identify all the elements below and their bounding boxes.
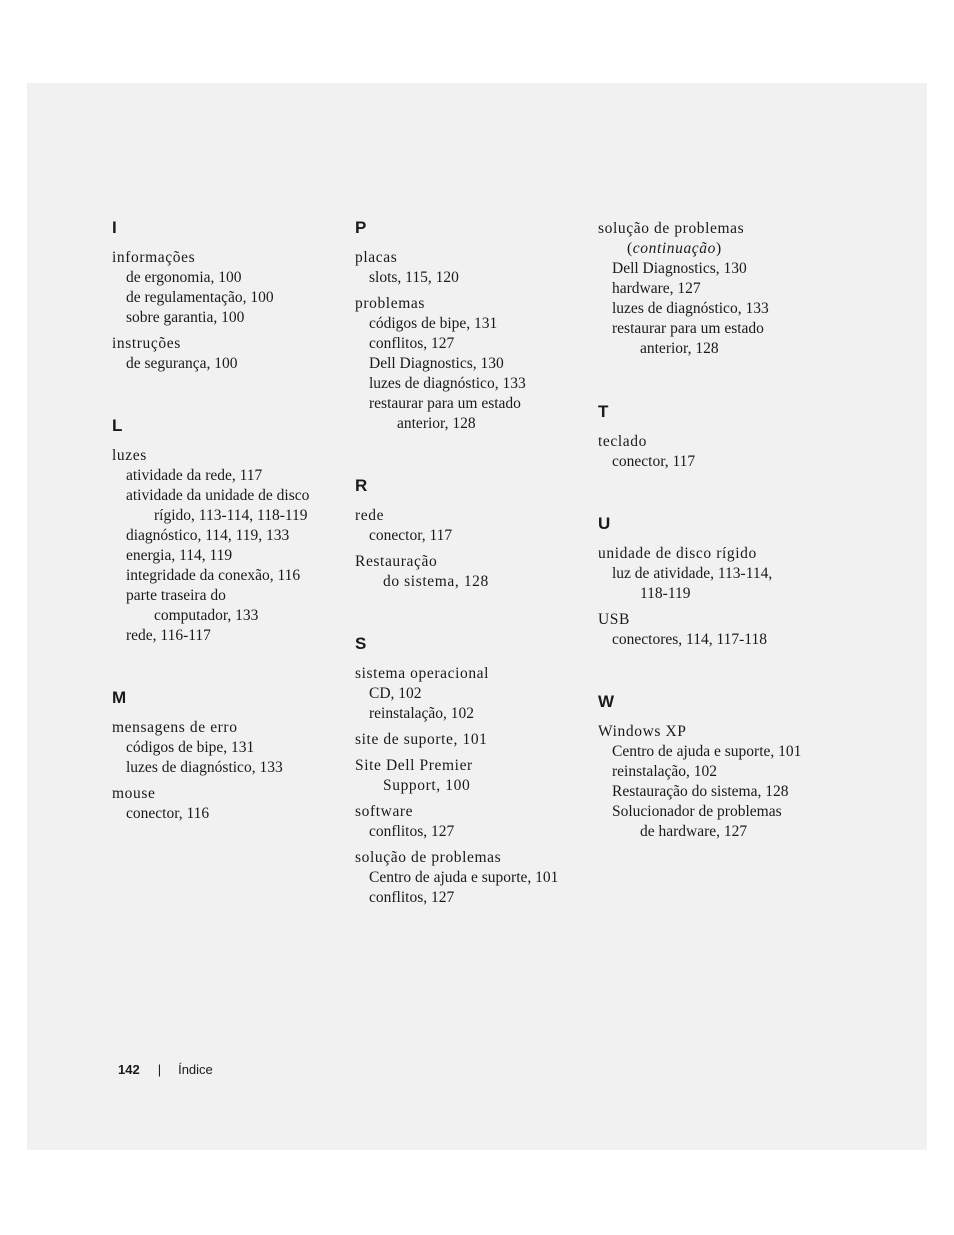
index-term: teclado [598,433,647,450]
index-term: rede [355,507,385,524]
index-term-continuation: Support, 100 [383,777,471,794]
index-subentry: Solucionador de problemas [612,803,782,820]
section-letter: S [355,634,367,653]
index-term: Restauração [355,553,438,570]
section-letter: R [355,476,368,495]
index-entry [112,784,337,824]
index-entry [355,664,580,724]
index-subentry: parte traseira do [126,587,226,604]
index-entry [355,756,580,796]
index-term: problemas [355,295,425,312]
section-letter: U [598,514,611,533]
index-subentry-continuation: computador, 133 [154,607,259,624]
index-subentry: conflitos, 127 [369,335,455,352]
index-subentry: conector, 116 [126,805,210,822]
index-term: software [355,803,414,820]
index-entry [598,432,823,472]
index-subentry: energia, 114, 119 [126,547,233,564]
index-term: unidade de disco rígido [598,545,757,562]
continuation-label-text: continuação [632,240,716,257]
index-term: mouse [112,785,156,802]
index-subentry: Dell Diagnostics, 130 [369,355,504,372]
index-subentry: Dell Diagnostics, 130 [612,260,747,277]
page-number: 142 [118,1062,140,1077]
index-subentry: de ergonomia, 100 [126,269,242,286]
index-term: solução de problemas [355,849,502,866]
index-entry [355,552,580,592]
index-subentry: restaurar para um estado [612,320,764,337]
index-group-m [112,688,337,824]
index-subentry: conflitos, 127 [369,823,455,840]
index-entry [355,802,580,842]
index-subentry: luz de atividade, 113-114, [612,565,773,582]
index-subentry: de regulamentação, 100 [126,289,274,306]
index-entry [112,334,337,374]
index-subentry: Centro de ajuda e suporte, 101 [369,869,559,886]
index-entry [355,730,580,750]
index-subentry: atividade da rede, 117 [126,467,263,484]
index-subentry: integridade da conexão, 116 [126,567,301,584]
section-letter: L [112,416,123,435]
section-letter: M [112,688,127,707]
index-group-w [598,692,823,842]
index-entry [112,248,337,328]
index-subentry: slots, 115, 120 [369,269,459,286]
index-group-p [355,218,580,434]
index-term: informações [112,249,196,266]
index-term: sistema operacional [355,665,490,682]
index-subentry: diagnóstico, 114, 119, 133 [126,527,290,544]
index-term: luzes [112,447,147,464]
index-entry [598,610,823,650]
index-entry [355,294,580,434]
index-group-i [112,218,337,374]
index-group-l [112,416,337,646]
index-subentry: Centro de ajuda e suporte, 101 [612,743,802,760]
index-term: Site Dell Premier [355,757,473,774]
section-letter: T [598,402,609,421]
index-column-3 [598,219,823,884]
index-subentry: atividade da unidade de disco [126,487,310,504]
index-term-continuation: do sistema, 128 [383,573,489,590]
footer-separator: | [157,1062,162,1077]
index-term: site de suporte, 101 [355,731,488,748]
index-entry [112,718,337,778]
index-group-continued [598,219,823,359]
index-group-u [598,514,823,650]
index-subentry: conector, 117 [369,527,453,544]
index-term: Windows XP [598,723,687,740]
index-subentry: luzes de diagnóstico, 133 [126,759,283,776]
index-subentry: conector, 117 [612,453,696,470]
index-subentry: sobre garantia, 100 [126,309,245,326]
index-subentry: conflitos, 127 [369,889,455,906]
index-term: solução de problemas [598,220,745,237]
index-subentry: hardware, 127 [612,280,701,297]
index-group-t [598,402,823,472]
index-entry [598,219,823,359]
index-subentry: rede, 116-117 [126,627,211,644]
index-term: mensagens de erro [112,719,238,736]
index-subentry: códigos de bipe, 131 [369,315,498,332]
index-column-2 [355,218,580,950]
index-subentry: luzes de diagnóstico, 133 [612,300,769,317]
index-entry [598,544,823,604]
section-letter: W [598,692,615,711]
index-entry [598,722,823,842]
index-entry [355,248,580,288]
index-group-s [355,634,580,908]
index-subentry: Restauração do sistema, 128 [612,783,789,800]
index-subentry: CD, 102 [369,685,422,702]
page-footer [118,1061,213,1079]
index-entry [355,506,580,546]
index-column-1 [112,218,337,866]
index-term: instruções [112,335,181,352]
index-term: placas [355,249,398,266]
index-entry [355,848,580,908]
index-entry [112,446,337,646]
section-letter: I [112,218,117,237]
index-subentry-continuation: rígido, 113-114, 118-119 [154,507,308,524]
index-subentry: reinstalação, 102 [369,705,475,722]
index-subentry-continuation: anterior, 128 [640,340,719,357]
index-group-r [355,476,580,592]
index-subentry-continuation: de hardware, 127 [640,823,748,840]
section-name: Índice [178,1062,213,1077]
index-subentry: restaurar para um estado [369,395,521,412]
section-letter: P [355,218,367,237]
index-subentry-continuation: 118-119 [640,585,691,602]
continuation-label: (continuação) [627,240,722,257]
index-subentry: conectores, 114, 117-118 [612,631,767,648]
index-subentry: reinstalação, 102 [612,763,718,780]
index-subentry-continuation: anterior, 128 [397,415,476,432]
index-subentry: códigos de bipe, 131 [126,739,255,756]
index-term: USB [598,611,630,628]
index-subentry: de segurança, 100 [126,355,238,372]
index-subentry: luzes de diagnóstico, 133 [369,375,526,392]
